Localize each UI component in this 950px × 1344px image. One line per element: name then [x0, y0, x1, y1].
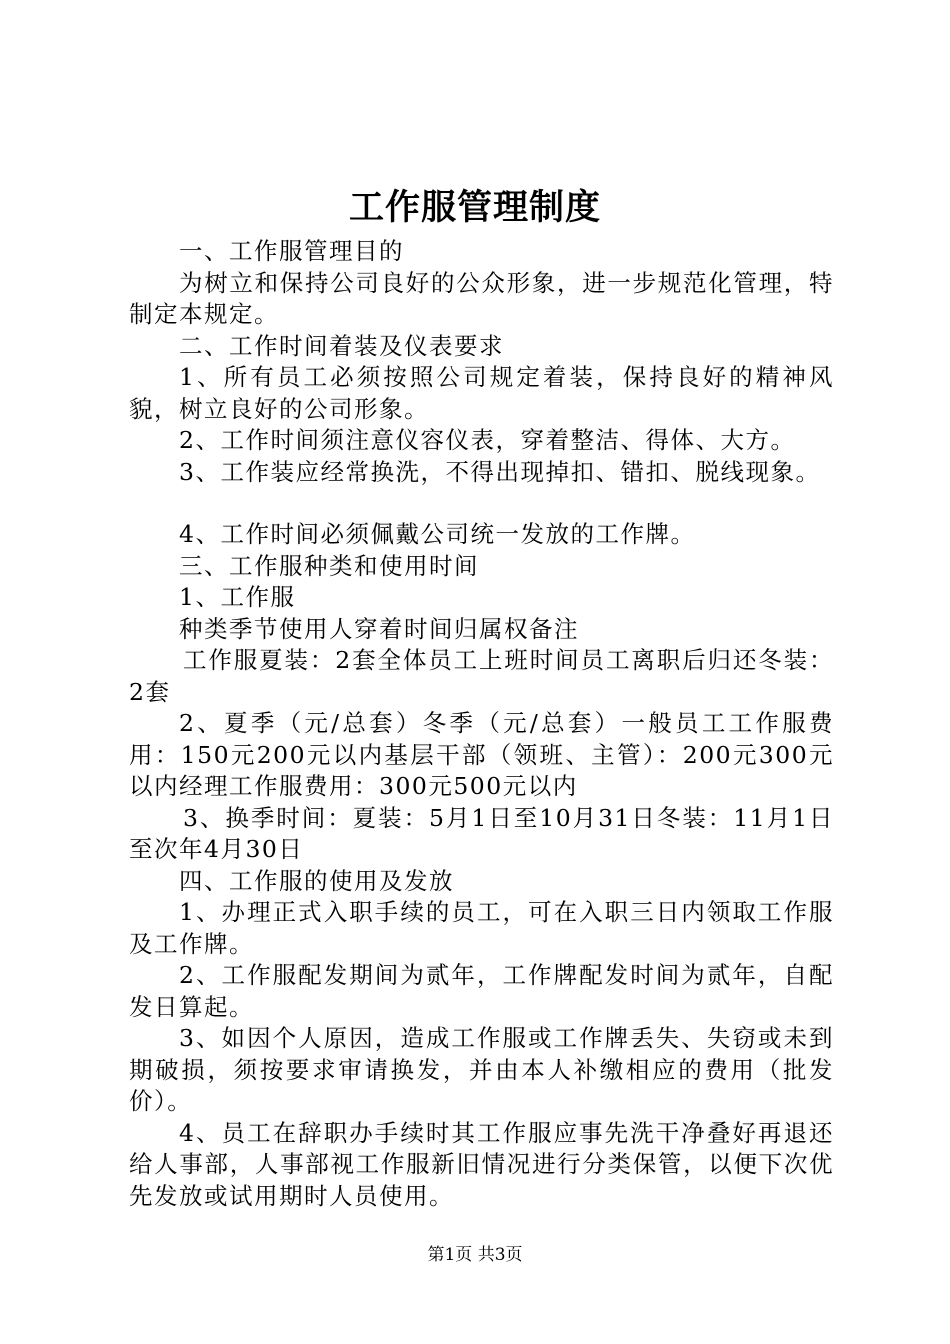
paragraph-distribution-rule-1: 1、办理正式入职手续的员工，可在入职三日内领取工作服及工作牌。	[129, 898, 834, 958]
paragraph-uniform-costs: 2、夏季（元/总套）冬季（元/总套）一般员工工作服费用：150元200元以内基层干部（领班、主管）：200元300元以内经理工作服费用：300元500元以内	[129, 709, 834, 800]
paragraph-table-header: 种类季节使用人穿着时间归属权备注	[179, 614, 579, 643]
document-body	[129, 236, 834, 1212]
subheading-uniform: 1、工作服	[179, 583, 296, 611]
section-heading-purpose: 一、工作服管理目的	[179, 237, 404, 265]
paragraph-dress-rule-2: 2、工作时间须注意仪容仪表，穿着整洁、得体、大方。	[179, 426, 796, 454]
paragraph-dress-rule-3: 3、工作装应经常换洗，不得出现掉扣、错扣、脱线现象。	[179, 457, 821, 486]
paragraph-season-change: 3、换季时间：夏装：5月1日至10月31日冬装：11月1日至次年4月30日	[129, 803, 834, 863]
paragraph-distribution-rule-2: 2、工作服配发期间为贰年，工作牌配发时间为贰年，自配发日算起。	[129, 961, 834, 1021]
paragraph-distribution-rule-3: 3、如因个人原因，造成工作服或工作牌丢失、失窃或未到期破损，须按要求审请换发，并由本人补缴相应的费用（批发价）。	[129, 1024, 834, 1115]
paragraph-distribution-rule-4: 4、员工在辞职办手续时其工作服应事先洗干净叠好再退还给人事部，人事部视工作服新旧情况进行分类保管，以便下次优先发放或试用期时人员使用。	[129, 1118, 834, 1210]
paragraph-purpose: 为树立和保持公司良好的公众形象，进一步规范化管理，特制定本规定。	[129, 268, 834, 328]
section-heading-distribution: 四、工作服的使用及发放	[179, 866, 454, 895]
paragraph-dress-rule-1: 1、所有员工必须按照公司规定着装，保持良好的精神风貌，树立良好的公司形象。	[129, 363, 834, 423]
paragraph-dress-rule-4: 4、工作时间必须佩戴公司统一发放的工作牌。	[179, 520, 696, 548]
section-heading-dress-code: 二、工作时间着装及仪表要求	[179, 331, 504, 360]
page-footer: 第1页 共3页	[427, 1245, 523, 1265]
section-heading-types: 三、工作服种类和使用时间	[179, 551, 479, 580]
document-title: 工作服管理制度	[348, 187, 601, 228]
paragraph-uniform-row: 工作服夏装：2套全体员工上班时间员工离职后归还冬装：2套	[129, 646, 834, 706]
